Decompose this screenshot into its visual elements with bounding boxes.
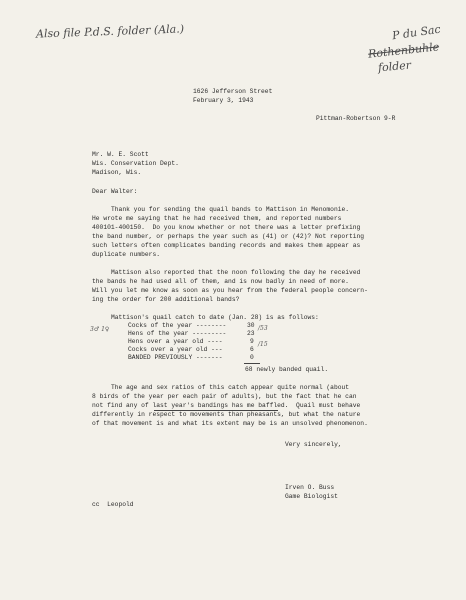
catch-row-value: 9 xyxy=(250,338,254,345)
paragraph-2-line: the bands he had used all of them, and is now badly in need of more. xyxy=(92,278,349,285)
paragraph-3-line: The age and sex ratios of this catch appear quite normal (about xyxy=(111,384,350,391)
paragraph-3-line: not find any of last year's bandings has me baffled. Quail must behave xyxy=(92,402,361,409)
catch-row-label: Cocks of the year -------- xyxy=(128,322,227,329)
paragraph-3-line: of that movement is and what its extent may be is an unsolved phenomenon. xyxy=(92,420,368,427)
letterhead-street: 1626 Jefferson Street xyxy=(193,88,273,95)
signature-name: Irven O. Buss xyxy=(285,484,335,491)
handwritten-note-top-right-1: P du Sac xyxy=(391,22,442,43)
catch-row-label: BANDED PREVIOUSLY ------- xyxy=(128,354,223,361)
catch-margin-note: 3♂ 1♀ xyxy=(90,326,110,333)
paragraph-2-line: ing the order for 200 additional bands? xyxy=(92,296,240,303)
signature-title: Game Biologist xyxy=(285,493,338,500)
letterhead-date: February 3, 1943 xyxy=(193,97,254,104)
handwritten-note-top-right-2: Rothenbuhle xyxy=(367,40,440,61)
paragraph-1-line: such letters often complicates banding records and makes them appear as xyxy=(92,242,361,249)
catch-intro: Mattison's quail catch to date (Jan. 28) is as follows: xyxy=(111,314,319,321)
salutation: Dear Walter: xyxy=(92,188,138,195)
catch-row-value: 23 xyxy=(247,330,255,337)
recipient-name: Mr. W. E. Scott xyxy=(92,151,149,158)
catch-row-value: 30 xyxy=(247,322,255,329)
paragraph-1-line: 400101-400150. Do you know whether or not there was a letter prefixing xyxy=(92,224,361,231)
paragraph-2-line: Will you let me know as soon as you hear from the federal people concern- xyxy=(92,287,368,294)
paragraph-1-line: Thank you for sending the quail bands to Mattison in Menomonie. xyxy=(111,206,350,213)
catch-row-label: Hens over a year old ---- xyxy=(128,338,223,345)
paragraph-2-line: Mattison also reported that the noon following the day he received xyxy=(111,269,361,276)
catch-row-label: Hens of the year --------- xyxy=(128,330,227,337)
paragraph-3-line: differently in respect to movements than pheasants, but what the nature xyxy=(92,411,361,418)
catch-row-note: /53 xyxy=(258,325,268,332)
catch-row-label: Cocks over a year old --- xyxy=(128,346,223,353)
handwritten-note-top-left: Also file P.d.S. folder (Ala.) xyxy=(35,22,185,41)
paragraph-1-line: He wrote me saying that he had received them, and reported numbers xyxy=(92,215,342,222)
recipient-org: Wis. Conservation Dept. xyxy=(92,160,179,167)
catch-row-note: /15 xyxy=(258,341,268,348)
paragraph-1-line: the band number, or perhaps the year such as (41) or (42)? Not reporting xyxy=(92,233,365,240)
letterhead-project: Pittman-Robertson 9-R xyxy=(316,115,396,122)
paragraph-3-line: 8 birds of the year per each pair of adults), but the fact that he can xyxy=(92,393,357,400)
catch-row-value: 0 xyxy=(250,354,254,361)
paragraph-1-line: duplicate numbers. xyxy=(92,251,161,258)
catch-total: 68 newly banded quail. xyxy=(245,366,329,373)
recipient-city: Madison, Wis. xyxy=(92,169,142,176)
closing: Very sincerely, xyxy=(285,441,342,448)
total-rule xyxy=(244,363,260,364)
catch-row-value: 6 xyxy=(250,346,254,353)
cc-line: cc Leopold xyxy=(92,501,134,508)
handwritten-note-top-right-3: folder xyxy=(377,58,412,75)
